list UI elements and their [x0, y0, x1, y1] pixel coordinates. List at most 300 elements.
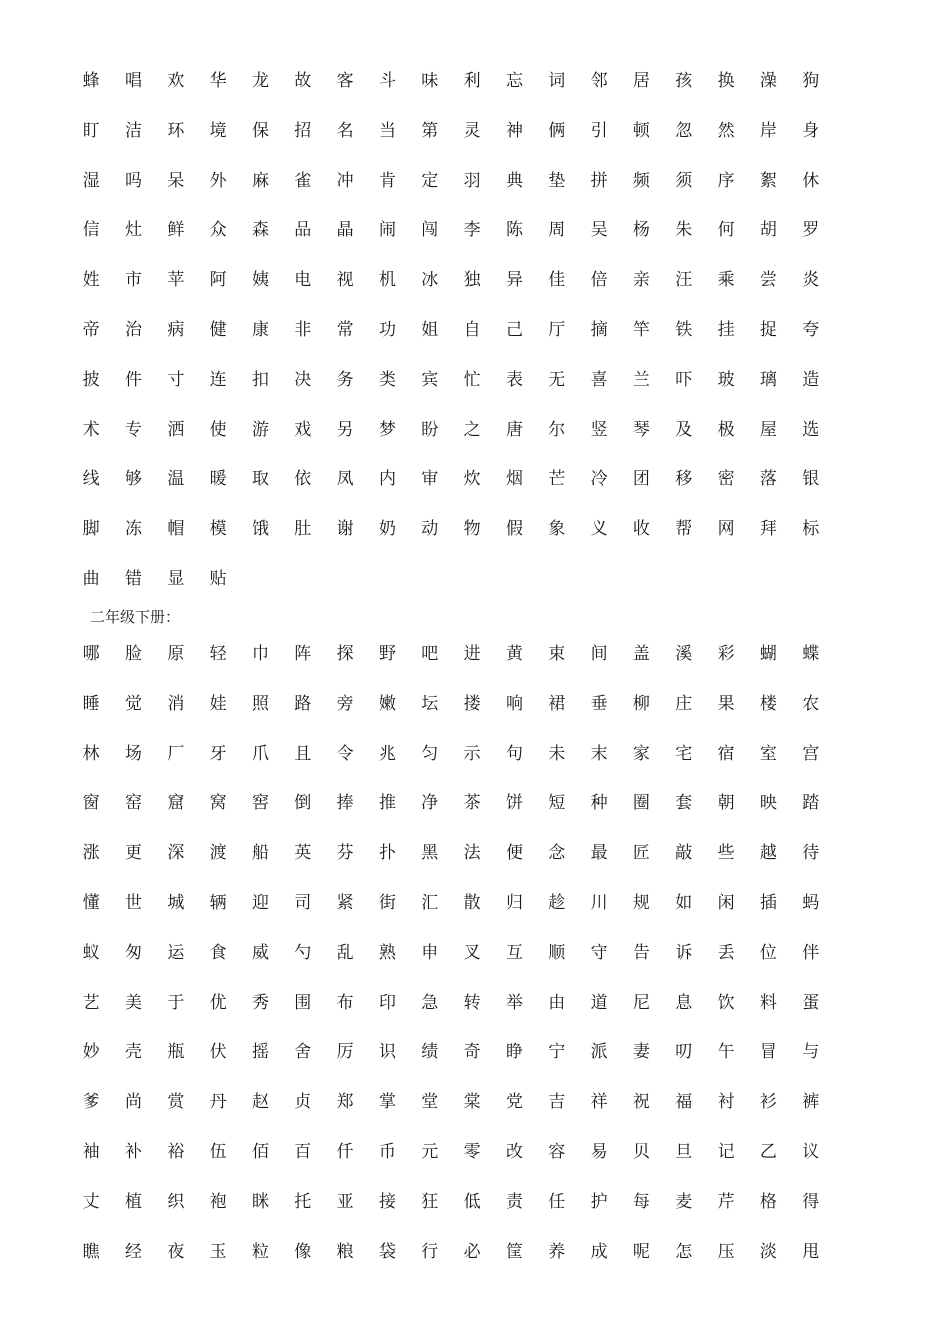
- character: 格: [759, 1191, 777, 1212]
- character: 喜: [590, 369, 608, 390]
- character: 外: [209, 170, 227, 191]
- character: 告: [632, 942, 650, 963]
- character: 路: [294, 693, 312, 714]
- character: 未: [548, 743, 566, 764]
- character: 唐: [505, 419, 523, 440]
- character: 彩: [717, 644, 735, 664]
- character: 绩: [421, 1042, 439, 1063]
- character: 待: [802, 843, 820, 864]
- character-row: [70, 689, 832, 719]
- character: 玉: [209, 1241, 227, 1262]
- character: 散: [463, 893, 481, 913]
- character: 嫩: [378, 693, 396, 714]
- character: 林: [82, 743, 100, 764]
- character: 湿: [82, 170, 100, 191]
- character: 尼: [632, 992, 650, 1013]
- character: 凤: [336, 469, 354, 490]
- character: 孩: [675, 71, 693, 91]
- character: 娃: [209, 693, 227, 714]
- character: 何: [717, 220, 735, 241]
- character: 短: [548, 793, 566, 814]
- character: 客: [336, 71, 354, 91]
- character-row: [70, 564, 239, 594]
- character: 窖: [251, 793, 269, 814]
- character: 欢: [167, 71, 185, 91]
- character: 原: [167, 644, 185, 664]
- character: 决: [294, 369, 312, 390]
- character: 寸: [167, 369, 185, 390]
- character: 造: [802, 369, 820, 390]
- character: 令: [336, 743, 354, 764]
- character: 视: [336, 270, 354, 291]
- character: 落: [759, 469, 777, 490]
- character: 托: [294, 1191, 312, 1212]
- character: 第: [421, 120, 439, 141]
- character: 必: [463, 1241, 481, 1262]
- character: 呢: [632, 1241, 650, 1262]
- grade2-lower-heading: 二年级下册：: [90, 608, 181, 626]
- character: 养: [548, 1241, 566, 1262]
- character: 柳: [632, 693, 650, 714]
- character-row: [70, 365, 832, 395]
- character: 掌: [378, 1092, 396, 1113]
- character: 衬: [717, 1092, 735, 1113]
- character: 兰: [632, 369, 650, 390]
- character: 福: [675, 1092, 693, 1113]
- character: 摘: [590, 320, 608, 340]
- character: 澡: [759, 71, 777, 91]
- character: 威: [251, 942, 269, 963]
- character: 宿: [717, 743, 735, 764]
- character: 规: [632, 893, 650, 913]
- character: 灶: [124, 220, 142, 241]
- character: 连: [209, 369, 227, 390]
- character: 末: [590, 743, 608, 764]
- character: 汪: [675, 270, 693, 291]
- character: 乙: [759, 1142, 777, 1162]
- character: 涨: [82, 843, 100, 864]
- character: 补: [124, 1142, 142, 1162]
- character: 守: [590, 942, 608, 963]
- character: 厅: [548, 320, 566, 340]
- character-row: [70, 788, 832, 818]
- character: 零: [463, 1142, 481, 1162]
- character: 冒: [759, 1042, 777, 1063]
- character: 羽: [463, 170, 481, 191]
- character: 神: [505, 120, 523, 141]
- character: 得: [802, 1191, 820, 1212]
- character: 蝶: [802, 644, 820, 664]
- character: 念: [548, 843, 566, 864]
- character: 接: [378, 1191, 396, 1212]
- character: 芹: [717, 1191, 735, 1212]
- character: 陈: [505, 220, 523, 241]
- character: 狂: [421, 1191, 439, 1212]
- character: 些: [717, 843, 735, 864]
- character: 牙: [209, 743, 227, 764]
- character: 易: [590, 1142, 608, 1162]
- character: 忙: [463, 369, 481, 390]
- character: 取: [251, 469, 269, 490]
- character: 且: [294, 743, 312, 764]
- character: 睡: [82, 693, 100, 714]
- character-row: [70, 1087, 832, 1117]
- character: 郑: [336, 1092, 354, 1113]
- character: 与: [802, 1042, 820, 1063]
- character: 奶: [378, 519, 396, 540]
- character: 故: [294, 71, 312, 91]
- character: 场: [124, 743, 142, 764]
- character: 仟: [336, 1142, 354, 1162]
- character: 拜: [759, 519, 777, 540]
- character: 依: [294, 469, 312, 490]
- character: 丹: [209, 1092, 227, 1113]
- character: 怎: [675, 1241, 693, 1262]
- character: 息: [675, 992, 693, 1013]
- character: 识: [378, 1042, 396, 1063]
- character: 典: [505, 170, 523, 191]
- character: 假: [505, 519, 523, 540]
- character: 溪: [675, 644, 693, 664]
- character: 唱: [124, 71, 142, 91]
- character: 法: [463, 843, 481, 864]
- character: 爪: [251, 743, 269, 764]
- character: 披: [82, 369, 100, 390]
- character: 环: [167, 120, 185, 141]
- character: 另: [336, 419, 354, 440]
- character: 非: [294, 320, 312, 340]
- character: 艺: [82, 992, 100, 1013]
- character-row: [70, 1037, 832, 1067]
- character: 居: [632, 71, 650, 91]
- character: 成: [590, 1241, 608, 1262]
- character: 每: [632, 1191, 650, 1212]
- character: 吗: [124, 170, 142, 191]
- character: 套: [675, 793, 693, 814]
- character: 街: [378, 893, 396, 913]
- character: 李: [463, 220, 481, 241]
- character: 映: [759, 793, 777, 814]
- character: 瓶: [167, 1042, 185, 1063]
- character: 低: [463, 1191, 481, 1212]
- character: 伍: [209, 1142, 227, 1162]
- character: 之: [463, 419, 481, 440]
- character: 电: [294, 270, 312, 291]
- character: 室: [759, 743, 777, 764]
- character: 选: [802, 419, 820, 440]
- character: 果: [717, 693, 735, 714]
- character: 芒: [548, 469, 566, 490]
- character: 顿: [632, 120, 650, 141]
- character: 渡: [209, 843, 227, 864]
- character: 司: [294, 893, 312, 913]
- character: 汇: [421, 893, 439, 913]
- character: 家: [632, 743, 650, 764]
- character: 网: [717, 519, 735, 540]
- character: 像: [294, 1241, 312, 1262]
- character: 拼: [590, 170, 608, 191]
- character: 宅: [675, 743, 693, 764]
- character: 爹: [82, 1092, 100, 1113]
- character: 当: [378, 120, 396, 141]
- character: 贞: [294, 1092, 312, 1113]
- character: 洁: [124, 120, 142, 141]
- character: 己: [505, 320, 523, 340]
- character: 扑: [378, 843, 396, 864]
- character: 诉: [675, 942, 693, 963]
- character: 改: [505, 1142, 523, 1162]
- character: 英: [294, 843, 312, 864]
- character-row: [70, 988, 832, 1018]
- character: 朝: [717, 793, 735, 814]
- character: 消: [167, 693, 185, 714]
- character: 觉: [124, 693, 142, 714]
- character: 优: [209, 992, 227, 1013]
- character: 阿: [209, 270, 227, 291]
- character: 姓: [82, 270, 100, 291]
- character: 窟: [167, 793, 185, 814]
- character: 病: [167, 320, 185, 340]
- character: 祝: [632, 1092, 650, 1113]
- character: 琴: [632, 419, 650, 440]
- character: 垫: [548, 170, 566, 191]
- character: 任: [548, 1191, 566, 1212]
- character: 招: [294, 120, 312, 141]
- character: 兆: [378, 743, 396, 764]
- character: 竖: [590, 419, 608, 440]
- character: 捉: [759, 320, 777, 340]
- character: 换: [717, 71, 735, 91]
- character: 帽: [167, 519, 185, 540]
- character: 饿: [251, 519, 269, 540]
- character: 行: [421, 1241, 439, 1262]
- character: 炊: [463, 469, 481, 490]
- character: 夜: [167, 1241, 185, 1262]
- character: 表: [505, 369, 523, 390]
- character: 无: [548, 369, 566, 390]
- character: 倒: [294, 793, 312, 814]
- character: 闹: [378, 220, 396, 241]
- character: 道: [590, 992, 608, 1013]
- character: 祥: [590, 1092, 608, 1113]
- character: 市: [124, 270, 142, 291]
- character: 周: [548, 220, 566, 241]
- character: 梦: [378, 419, 396, 440]
- character: 责: [505, 1191, 523, 1212]
- character: 帮: [675, 519, 693, 540]
- character: 及: [675, 419, 693, 440]
- character: 龙: [251, 71, 269, 91]
- character: 捧: [336, 793, 354, 814]
- character: 吉: [548, 1092, 566, 1113]
- character: 象: [548, 519, 566, 540]
- character: 蜂: [82, 71, 100, 91]
- character: 船: [251, 843, 269, 864]
- character: 更: [124, 843, 142, 864]
- character: 裙: [548, 693, 566, 714]
- character: 华: [209, 71, 227, 91]
- character: 姨: [251, 270, 269, 291]
- character: 急: [421, 992, 439, 1013]
- character: 黄: [505, 644, 523, 664]
- character: 雀: [294, 170, 312, 191]
- character: 审: [421, 469, 439, 490]
- character: 野: [378, 644, 396, 664]
- character: 苹: [167, 270, 185, 291]
- character: 类: [378, 369, 396, 390]
- character: 芬: [336, 843, 354, 864]
- character-row: [70, 1137, 832, 1167]
- character: 楼: [759, 693, 777, 714]
- character: 句: [505, 743, 523, 764]
- character: 垂: [590, 693, 608, 714]
- character: 团: [632, 469, 650, 490]
- character: 衫: [759, 1092, 777, 1113]
- character: 午: [717, 1042, 735, 1063]
- character: 围: [294, 992, 312, 1013]
- character: 璃: [759, 369, 777, 390]
- character: 奇: [463, 1042, 481, 1063]
- character: 宁: [548, 1042, 566, 1063]
- character: 功: [378, 320, 396, 340]
- character: 举: [505, 992, 523, 1013]
- character: 饮: [717, 992, 735, 1013]
- character: 蛋: [802, 992, 820, 1013]
- character: 容: [548, 1142, 566, 1162]
- character: 独: [463, 270, 481, 291]
- character: 进: [463, 644, 481, 664]
- character: 裤: [802, 1092, 820, 1113]
- character: 极: [717, 419, 735, 440]
- character: 勺: [294, 942, 312, 963]
- character: 堂: [421, 1092, 439, 1113]
- character: 党: [505, 1092, 523, 1113]
- character: 肚: [294, 519, 312, 540]
- character: 线: [82, 469, 100, 490]
- character: 麻: [251, 170, 269, 191]
- character-row: [70, 888, 832, 918]
- character: 束: [548, 644, 566, 664]
- character: 眯: [251, 1191, 269, 1212]
- character: 旦: [675, 1142, 693, 1162]
- character: 保: [251, 120, 269, 141]
- character: 冷: [590, 469, 608, 490]
- character-row: [70, 464, 832, 494]
- character: 妙: [82, 1042, 100, 1063]
- character: 佰: [251, 1142, 269, 1162]
- character-row: [70, 938, 832, 968]
- character: 错: [124, 569, 142, 589]
- character: 踏: [802, 793, 820, 814]
- character: 瞧: [82, 1241, 100, 1262]
- character: 搂: [463, 693, 481, 714]
- character-row: [70, 265, 832, 295]
- character-row: [70, 116, 832, 146]
- character: 蝴: [759, 644, 777, 664]
- character: 粮: [336, 1241, 354, 1262]
- character: 脸: [124, 644, 142, 664]
- character: 城: [167, 893, 185, 913]
- character-row: [70, 514, 832, 544]
- character-row: [70, 415, 832, 445]
- character: 世: [124, 893, 142, 913]
- character: 裕: [167, 1142, 185, 1162]
- character: 推: [378, 793, 396, 814]
- character: 袋: [378, 1241, 396, 1262]
- character: 伴: [802, 942, 820, 963]
- character: 袍: [209, 1191, 227, 1212]
- character: 护: [590, 1191, 608, 1212]
- character: 粒: [251, 1241, 269, 1262]
- character: 派: [590, 1042, 608, 1063]
- character: 灵: [463, 120, 481, 141]
- character: 吓: [675, 369, 693, 390]
- character: 词: [548, 71, 566, 91]
- character: 尔: [548, 419, 566, 440]
- character: 最: [590, 843, 608, 864]
- character: 件: [124, 369, 142, 390]
- character: 挂: [717, 320, 735, 340]
- character: 圈: [632, 793, 650, 814]
- character: 旁: [336, 693, 354, 714]
- character: 位: [759, 942, 777, 963]
- character: 铁: [675, 320, 693, 340]
- character: 倍: [590, 270, 608, 291]
- character: 百: [294, 1142, 312, 1162]
- character: 印: [378, 992, 396, 1013]
- character: 治: [124, 320, 142, 340]
- character: 便: [505, 843, 523, 864]
- character: 窝: [209, 793, 227, 814]
- character: 轻: [209, 644, 227, 664]
- character: 信: [82, 220, 100, 241]
- character: 种: [590, 793, 608, 814]
- character: 烟: [505, 469, 523, 490]
- character: 棠: [463, 1092, 481, 1113]
- character: 宾: [421, 369, 439, 390]
- character: 异: [505, 270, 523, 291]
- character: 黑: [421, 843, 439, 864]
- character: 物: [463, 519, 481, 540]
- character: 熟: [378, 942, 396, 963]
- character: 斗: [378, 71, 396, 91]
- character: 庄: [675, 693, 693, 714]
- character: 众: [209, 220, 227, 241]
- character: 收: [632, 519, 650, 540]
- character: 竿: [632, 320, 650, 340]
- character: 迎: [251, 893, 269, 913]
- character: 够: [124, 469, 142, 490]
- character: 常: [336, 320, 354, 340]
- character: 扣: [251, 369, 269, 390]
- character: 忽: [675, 120, 693, 141]
- character: 甩: [802, 1241, 820, 1262]
- character: 经: [124, 1241, 142, 1262]
- character: 匠: [632, 843, 650, 864]
- character: 川: [590, 893, 608, 913]
- character: 絮: [759, 170, 777, 191]
- character: 阵: [294, 644, 312, 664]
- character: 越: [759, 843, 777, 864]
- character: 布: [336, 992, 354, 1013]
- character: 亚: [336, 1191, 354, 1212]
- character: 义: [590, 519, 608, 540]
- character: 巾: [251, 644, 269, 664]
- character: 森: [251, 220, 269, 241]
- character: 盖: [632, 644, 650, 664]
- character: 插: [759, 893, 777, 913]
- character: 探: [336, 644, 354, 664]
